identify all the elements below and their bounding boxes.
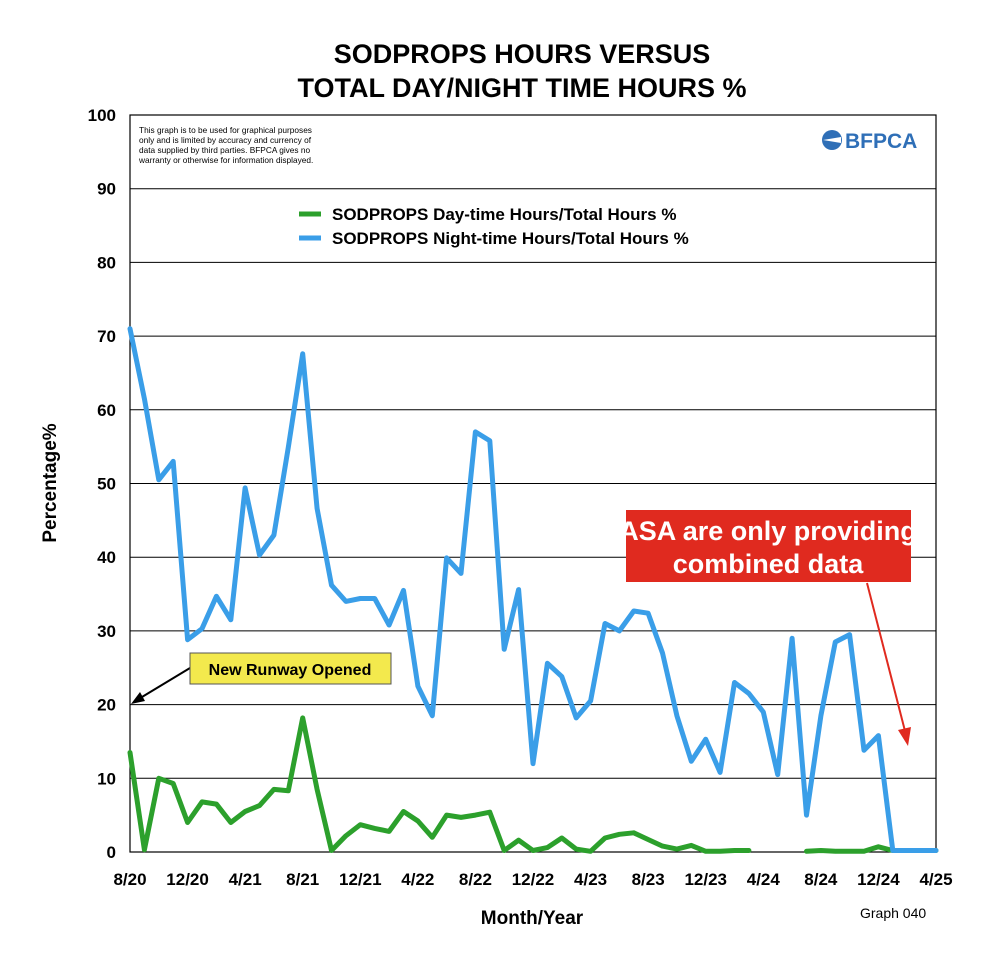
y-axis-label: Percentage% bbox=[40, 423, 61, 543]
x-tick-label: 8/24 bbox=[804, 870, 838, 889]
chart-title-line-2: TOTAL DAY/NIGHT TIME HOURS % bbox=[297, 73, 747, 103]
y-tick-label: 50 bbox=[97, 474, 116, 494]
y-axis-ticks bbox=[88, 106, 116, 862]
disclaimer bbox=[138, 125, 313, 165]
runway-label: New Runway Opened bbox=[208, 662, 372, 679]
disclaimer-line-4: warranty or otherwise for information displayed. bbox=[139, 155, 314, 165]
y-tick-label: 20 bbox=[97, 695, 116, 715]
x-tick-label: 4/24 bbox=[746, 870, 780, 889]
x-tick-label: 4/25 bbox=[919, 870, 953, 889]
y-tick-label: 10 bbox=[97, 769, 116, 789]
y-tick-label: 30 bbox=[97, 621, 116, 641]
y-tick-label: 80 bbox=[97, 253, 116, 273]
chart-title-line-1: SODPROPS HOURS VERSUS bbox=[333, 39, 711, 69]
x-axis-ticks bbox=[113, 870, 952, 889]
graph-id: Graph 040 bbox=[860, 905, 927, 921]
x-tick-label: 12/23 bbox=[684, 870, 727, 889]
x-tick-label: 8/21 bbox=[286, 870, 320, 889]
x-axis-label: Month/Year bbox=[480, 908, 584, 929]
x-tick-label: 4/21 bbox=[228, 870, 262, 889]
x-tick-label: 12/20 bbox=[166, 870, 209, 889]
legend-label-night: SODPROPS Night-time Hours/Total Hours % bbox=[332, 229, 689, 248]
x-tick-label: 12/24 bbox=[857, 870, 900, 889]
y-tick-label: 100 bbox=[87, 106, 116, 125]
y-tick-label: 0 bbox=[106, 843, 116, 862]
disclaimer-line-3: data supplied by third parties. BFPCA gives no bbox=[139, 145, 311, 155]
y-tick-label: 60 bbox=[97, 400, 116, 420]
x-tick-label: 4/22 bbox=[401, 870, 435, 889]
y-tick-label: 40 bbox=[97, 548, 116, 568]
brand-name: BFPCA bbox=[845, 130, 918, 153]
x-tick-label: 12/22 bbox=[511, 870, 555, 889]
disclaimer-line-2: only and is limited by accuracy and currency of bbox=[139, 135, 312, 145]
x-tick-label: 8/22 bbox=[458, 870, 492, 889]
x-tick-label: 12/21 bbox=[339, 870, 382, 889]
y-tick-label: 70 bbox=[97, 327, 116, 347]
callout-line-1: ASA are only providing bbox=[619, 516, 917, 546]
x-tick-label: 4/23 bbox=[574, 870, 608, 889]
legend-label-day: SODPROPS Day-time Hours/Total Hours % bbox=[332, 205, 677, 224]
callout-line-2: combined data bbox=[672, 549, 864, 579]
disclaimer-line-1: This graph is to be used for graphical purposes bbox=[139, 125, 312, 135]
x-tick-label: 8/23 bbox=[631, 870, 665, 889]
x-tick-label: 8/20 bbox=[113, 870, 147, 889]
y-tick-label: 90 bbox=[97, 179, 116, 199]
